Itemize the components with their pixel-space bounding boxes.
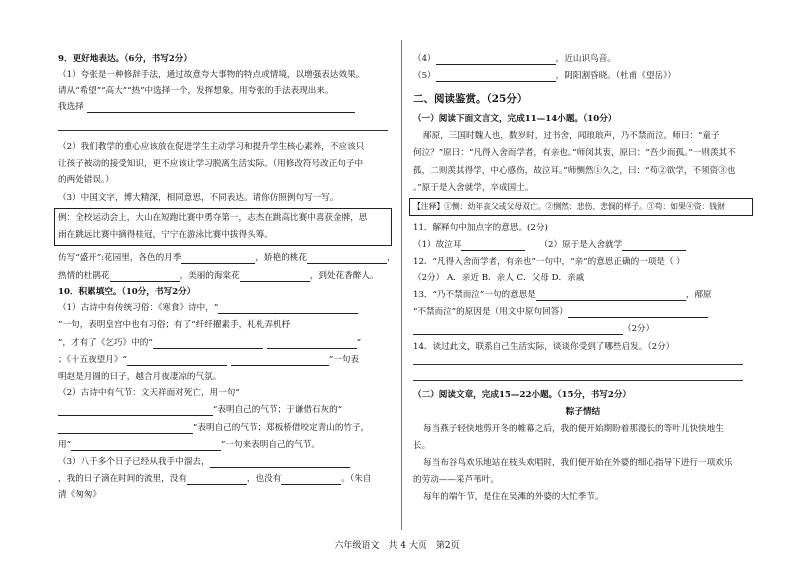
section-2-heading: 二、阅读鉴赏。（25分） <box>413 93 528 105</box>
imitate-text-3: ， <box>386 253 396 263</box>
classical-text-line-a: 邴原，三国时魏人也，数岁时，过书舍，闻琅琅声，乃不禁而泣。师曰：“童子 <box>423 131 720 141</box>
answer-blank[interactable] <box>218 304 358 314</box>
classical-text-line-c: 孤，二则羡其得学，中心感伤，故泣耳。”师恻然①久之，曰：“苟②欲学，不须资③也 <box>413 166 736 176</box>
q11-item-1: （1）故泣耳 <box>413 240 462 250</box>
q9-1-line-a: （1）夸张是一种修辞手法，通过故意夸大事物的特点或情境，以增强表达效果。 <box>58 70 365 80</box>
imitate-text-4: 热情的杜鹃花 <box>58 271 110 281</box>
q10-1-line-a <box>58 303 358 314</box>
answer-blank[interactable] <box>240 272 310 282</box>
q10-3-text-2: ，我的日子滴在时间的流里，没有 <box>58 474 187 484</box>
answer-line[interactable] <box>413 380 743 381</box>
answer-blank[interactable] <box>267 339 357 349</box>
answer-blank[interactable] <box>461 241 525 251</box>
q10-4-text: ，近山识鸟音。 <box>555 54 616 64</box>
q9-3-line-a: （3）中国文字，博大精深，相同意思，不同表达。请你仿照例句写一写。 <box>58 193 339 203</box>
answer-blank[interactable] <box>71 441 221 451</box>
q10-1-line-c <box>58 338 361 349</box>
answer-blank[interactable] <box>436 55 556 65</box>
q10-4-line <box>413 54 616 65</box>
q10-3-line-a <box>58 457 350 468</box>
article-p1-b: 长。 <box>413 441 431 451</box>
q10-1-text-4: ；《十五夜望月》“ <box>58 355 127 365</box>
q10-2-line-a: （2）古诗中有气节：文天祥面对死亡，用一句“ <box>58 388 240 398</box>
q11-title: 11．解释句中加点字的意思。(2分) <box>413 223 548 233</box>
article-p1-a: 每当燕子轻快地剪开冬的帷幕之后，我的便开始期盼着那漫长的等叶儿快快地生 <box>423 424 724 434</box>
answer-blank[interactable] <box>110 272 180 282</box>
q10-1-line-e: 明赵是月圆的日子，越合月夜凄凉的气氛。 <box>58 372 222 382</box>
q10-2-text-1: ”表明自己的气节；于谦借石灰的“ <box>213 405 343 415</box>
q10-2-line-c <box>58 423 369 434</box>
page-footer: 六年级语文 共 4 大页 第2页 <box>334 541 460 551</box>
q10-1-text-1: （1）古诗中有传统习俗：《寒食》诗中，“ <box>58 303 219 313</box>
answer-blank[interactable] <box>231 356 329 366</box>
q12-options[interactable]: （2分） A．亲近 B．亲人 C．父母 D．亲戚 <box>413 273 585 283</box>
q13-line-c <box>413 324 654 335</box>
answer-blank[interactable] <box>210 458 350 468</box>
example-line-b: 雨在跳远比赛中摘得桂冠，宁宁在游泳比赛中拔得头筹。 <box>58 230 273 240</box>
imitate-text-6: ，到处花香醉人。 <box>309 271 379 281</box>
q9-2-line-b: 让孩子被动的接受知识，更不应该让学习脱离生活实际。（用修改符号改正句子中 <box>58 159 364 169</box>
q13-text-4: （2分） <box>623 324 655 334</box>
answer-line[interactable] <box>58 130 388 131</box>
classical-text-line-d: 。”原于是入舍就学，卒成国士。 <box>413 183 534 193</box>
answer-blank[interactable] <box>436 72 556 82</box>
answer-blank[interactable] <box>536 291 686 301</box>
imitate-text-2: ，娇艳的桃花 <box>255 253 307 263</box>
q9-2-line-c: 的两处错误。） <box>58 175 114 185</box>
q10-5-text: ，阴阳割昏晓。（杜甫《望岳》） <box>555 71 676 81</box>
q10-2-line-b <box>58 405 342 416</box>
q10-title: 10．积累填空。（10分，书写2分） <box>58 287 196 297</box>
q13-line-b <box>413 307 708 318</box>
q10-2-line-d <box>58 440 320 451</box>
q13-text-2: ，邴原 <box>685 290 712 300</box>
notes-text: 【注释】①恻：幼年丧父或父母双亡。②恻然：悲伤、悲悯的样子。③苟：如果④资：钱财 <box>413 202 725 211</box>
answer-blank[interactable] <box>413 325 623 335</box>
q10-1-line-d <box>58 355 359 366</box>
q10-1-line-b: ”一句，表明皇宫中也有习俗；有了“纤纤擢素手，札札弄机杼 <box>58 320 291 330</box>
part-2-heading: （二）阅读文章，完成15—22小题。（15分，书写2分） <box>413 390 632 400</box>
q10-5-line <box>413 71 676 82</box>
q13-line-a <box>413 290 712 301</box>
q10-5-label: （5） <box>413 71 436 81</box>
q9-1-line-c <box>58 102 355 113</box>
q10-1-text-5: ”一句表 <box>328 355 360 365</box>
example-line-a: 例：全校运动会上，大山在短跑比赛中勇夺第一，志杰在跳高比赛中喜获金牌，思 <box>58 213 368 223</box>
q9-title: 9．更好地表达。（6分，书写2分） <box>58 54 192 64</box>
q10-3-line-c: 清《匆匆》 <box>58 490 101 500</box>
imitate-line-b <box>58 271 379 282</box>
article-p2-b: 的劳动——采芦苇叶。 <box>413 475 499 485</box>
article-p2-a: 每当布谷鸟欢乐地站在枝头欢唱时，我们便开始在外婆的细心指导下进行一项欢乐 <box>423 458 733 468</box>
q10-2-text-4: ”一句来表明自己的气节。 <box>221 440 320 450</box>
q10-3-text-3: ，也没有 <box>246 474 282 484</box>
answer-blank[interactable] <box>181 254 255 264</box>
q9-1-line-b: 请从“希望”“高大”“热”中选择一个，发挥想象，用夸张的手法表现出来。 <box>58 86 334 96</box>
answer-blank[interactable] <box>622 241 686 251</box>
column-divider <box>401 40 402 530</box>
q10-4-label: （4） <box>413 54 436 64</box>
answer-line[interactable] <box>413 364 743 365</box>
answer-blank[interactable] <box>87 103 355 113</box>
article-title: 粽子情结 <box>565 407 601 417</box>
q11-item-2: （2）原于是入舍就学 <box>539 240 623 250</box>
q10-2-text-2: ”表明自己的气节；郑板桥借咬定青山的竹子， <box>193 423 370 433</box>
q11-items <box>413 240 686 251</box>
answer-blank[interactable] <box>58 424 193 434</box>
q9-2-line-a: （2）我们教学的重心应该放在促进学生主动学习和提升学生核心素养，不应该只 <box>58 142 365 152</box>
q10-2-text-3: 用“ <box>58 440 71 450</box>
answer-blank[interactable] <box>153 339 263 349</box>
answer-blank[interactable] <box>307 254 387 264</box>
q10-3-line-b <box>58 474 371 485</box>
part-1-heading: （一）阅读下面文言文，完成11—14小题。（10分） <box>413 114 617 124</box>
q10-1-text-3: ” <box>356 338 362 348</box>
q10-3-text-1: （3）八千多个日子已经从我手中溜去， <box>58 457 210 467</box>
article-p3: 每年的端午节，是住在吴滩的外婆的大忙季节。 <box>423 492 604 502</box>
answer-blank[interactable] <box>568 308 708 318</box>
imitate-text-5: ，美丽的海棠花 <box>179 271 240 281</box>
imitate-text-1: 仿写“盛开”:花园里，各色的月季 <box>58 253 182 263</box>
q10-3-text-4: 。（朱自 <box>341 474 372 484</box>
q9-1-prompt: 我选择 <box>58 102 84 112</box>
q13-text-3: “不禁而泣”的原因是（用文中原句回答） <box>413 307 568 317</box>
answer-blank[interactable] <box>58 406 213 416</box>
answer-blank[interactable] <box>127 356 227 366</box>
q10-1-text-2: ”，才有了《乞巧》中的“ <box>58 338 153 348</box>
classical-text-line-b: 何泣？”原曰：“凡得入舍而学者，有亲也。”师闵其衷，原曰：“吾少而孤。”一则羡其不 <box>413 148 736 158</box>
q14-question: 14．读过此文，联系自己生活实际，谈谈你受到了哪些启发。（2分） <box>413 342 675 352</box>
imitate-line-a <box>58 253 396 264</box>
answer-blank[interactable] <box>281 475 341 485</box>
answer-blank[interactable] <box>187 475 247 485</box>
q13-text-1: 13．“乃不禁而泣”一句的意思是 <box>413 290 536 300</box>
q12-question: 12．“凡得入舍而学者，有亲也”一句中，“亲”的意思正确的一项是（ ） <box>413 257 685 267</box>
